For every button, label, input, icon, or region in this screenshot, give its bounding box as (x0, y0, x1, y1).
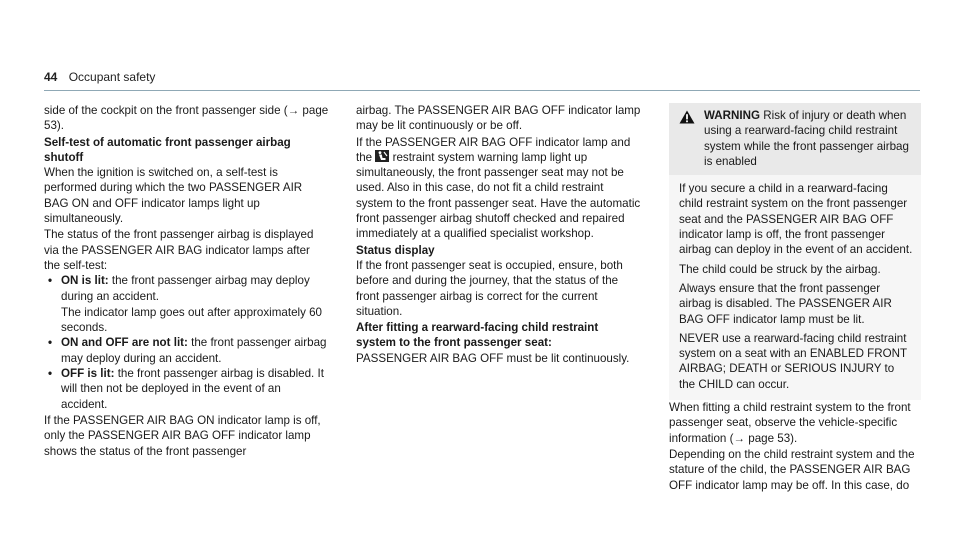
column-3 (669, 103, 921, 493)
warning-lamp-text-b: restraint system warning lamp light up simultaneously, the front passenger seat may not be used. Also in this case, do not fit a child restraint system to the front passenger seat. Have the automatic front passenger airbag shutoff checked and repaired immediately at a qualified specialist workshop. (356, 150, 641, 241)
depending-paragraph: Depending on the child restraint system and the stature of the child, the PASSENGER AIR BAG OFF indicator lamp may be off. In this case, do (669, 447, 915, 492)
bullet-term: OFF is lit: (61, 367, 115, 381)
column-2 (356, 103, 641, 366)
bullet-text: the front passenger airbag is disabled. It will then not be deployed in the event of an accident. (61, 367, 324, 411)
warning-lamp-paragraph (356, 135, 641, 242)
warning-body (669, 175, 921, 400)
bullet-term: ON and OFF are not lit: (61, 336, 188, 350)
warning-label: WARNING (704, 109, 761, 122)
self-test-heading: Self-test of automatic front passenger airbag shutoff (44, 135, 291, 164)
restraint-system-warning-icon (375, 150, 389, 162)
column-1 (44, 103, 329, 459)
after-fitting-heading: After fitting a rearward-facing child restraint system to the front passenger seat: (356, 321, 599, 350)
warning-title (696, 108, 913, 169)
fitting-paragraph: When fitting a child restraint system to the front passenger seat, observe the vehicle-specific information (→ page 53). (669, 401, 911, 445)
warning-paragraph: Always ensure that the front passenger airbag is disabled. The PASSENGER AIR BAG OFF indicator lamp must be lit. (679, 281, 892, 326)
intro-text: side of the cockpit on the front passenger side (→ page 53). (44, 104, 329, 133)
bullet-icon: • (48, 274, 53, 288)
after-fitting-paragraph: PASSENGER AIR BAG OFF must be lit continuously. (356, 351, 630, 365)
list-item (44, 366, 329, 412)
status-display-paragraph: If the front passenger seat is occupied, ensure, both before and during the journey, that the status of the front passenger airbag is correct for the current situation. (356, 258, 623, 318)
indicator-paragraph: If the PASSENGER AIR BAG ON indicator lamp is off, only the PASSENGER AIR BAG OFF indicator lamp shows the status of the front passenger (44, 413, 321, 458)
bullet-icon: • (48, 367, 53, 381)
airbag-paragraph: airbag. The PASSENGER AIR BAG OFF indicator lamp may be lit continuously or be off. (356, 104, 641, 133)
warning-paragraph: The child could be struck by the airbag. (679, 262, 881, 276)
warning-triangle-icon (679, 108, 696, 169)
warning-box (669, 103, 921, 400)
warning-paragraph: If you secure a child in a rearward-facing child restraint system on the front passenger seat and the PASSENGER AIR BAG OFF indicator lamp is off, the front passenger airbag can deploy in the event of an accident. (679, 182, 913, 257)
warning-lamp-text-a: If the PASSENGER AIR BAG OFF indicator lamp and the (356, 135, 631, 164)
warning-header (669, 103, 921, 175)
list-item (44, 335, 329, 366)
warning-title-text: Risk of injury or death when using a rearward-facing child restraint system while the front passenger airbag is enabled (704, 109, 909, 168)
bullet-text: the front passenger airbag may deploy during an accident. (61, 336, 327, 365)
self-test-paragraph: When the ignition is switched on, a self-test is performed during which the two PASSENGER AIR BAG ON and OFF indicator lamps light up simultaneously. (44, 166, 303, 226)
bullet-text: the front passenger airbag may deploy during an accident. (61, 274, 310, 303)
warning-paragraph: NEVER use a rearward-facing child restraint system on a seat with an ENABLED FRONT AIRBAG; DEATH or SERIOUS INJURY to the CHILD can occur. (679, 331, 907, 391)
bullet-icon: • (48, 336, 53, 350)
list-item (44, 273, 329, 304)
status-paragraph: The status of the front passenger airbag is displayed via the PASSENGER AIR BAG indicator lamps after the self-test: (44, 228, 314, 272)
bullet-term: ON is lit: (61, 274, 109, 288)
header-rule (44, 90, 920, 91)
page-header (44, 70, 155, 84)
section-title: Occupant safety (68, 70, 156, 84)
status-display-heading: Status display (356, 243, 435, 257)
page-number: 44 (44, 70, 58, 84)
bullet-note: The indicator lamp goes out after approximately 60 seconds. (61, 305, 323, 335)
